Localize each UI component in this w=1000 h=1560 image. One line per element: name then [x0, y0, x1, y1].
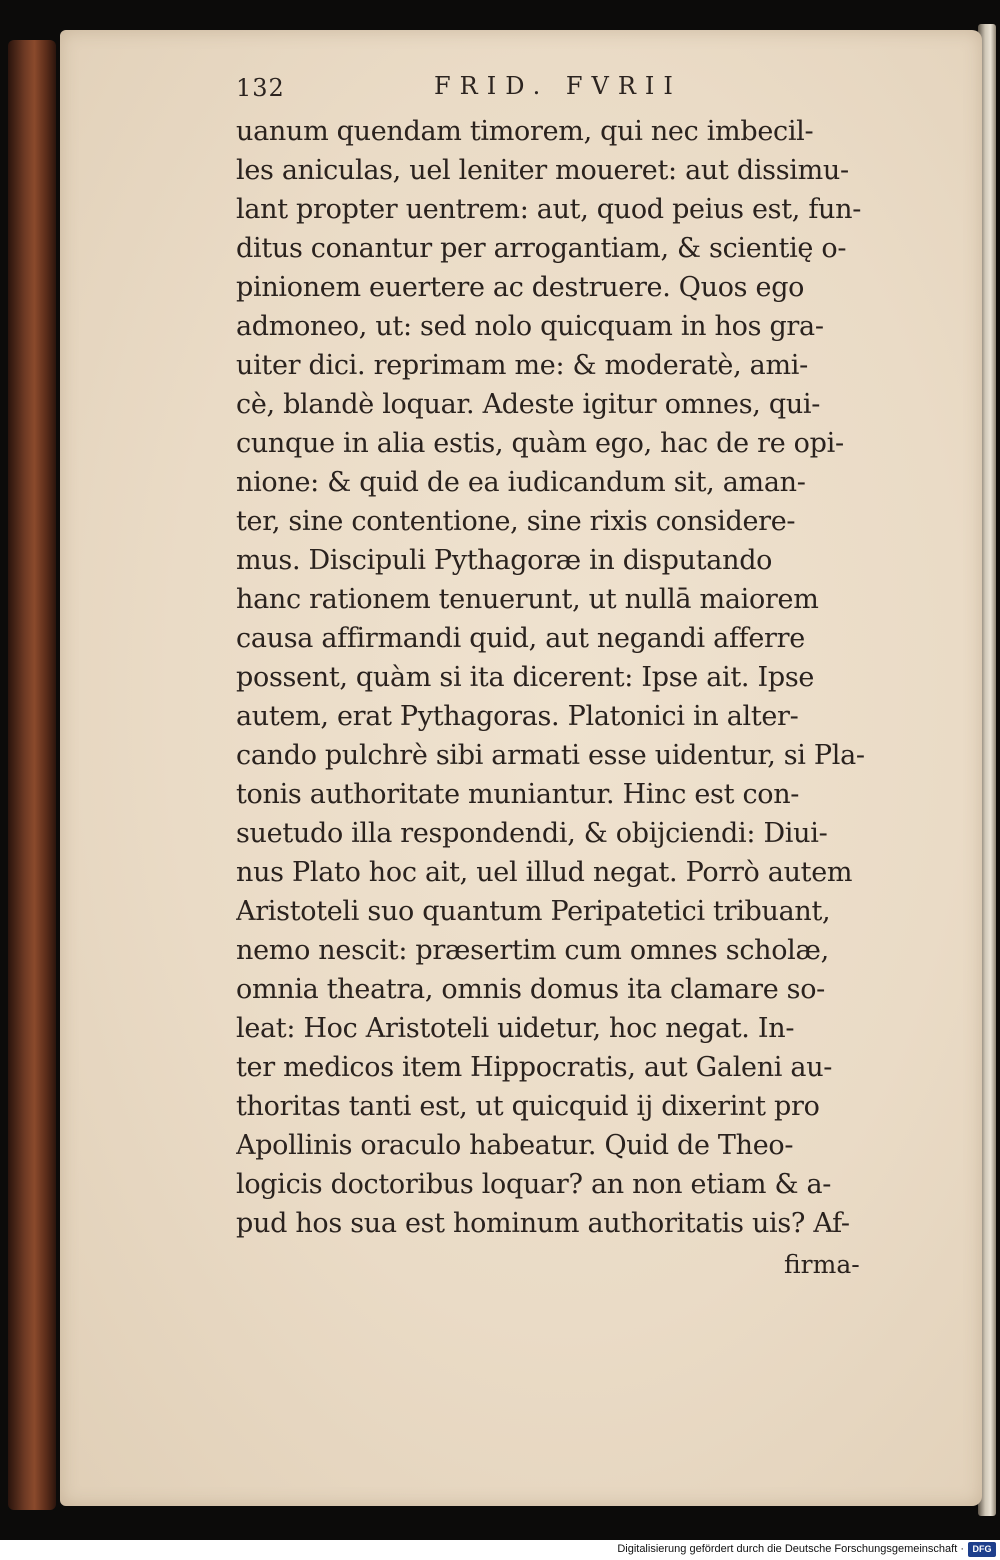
text-line: autem, erat Pythagoras. Platonici in alter- — [236, 701, 799, 732]
text-line: tonis authoritate muniantur. Hinc est con- — [236, 779, 800, 810]
text-line: admoneo, ut: sed nolo quicquam in hos gra- — [236, 311, 824, 342]
text-line: uanum quendam timorem, qui nec imbecil- — [236, 116, 814, 147]
text-line: nus Plato hoc ait, uel illud negat. Porrò autem — [236, 857, 853, 888]
text-line: nione: & quid de ea iudicandum sit, aman- — [236, 467, 806, 498]
text-line: mus. Discipuli Pythagoræ in disputando — [236, 545, 773, 576]
text-line: thoritas tanti est, ut quicquid ij dixerint pro — [236, 1091, 820, 1122]
text-line: possent, quàm si ita dicerent: Ipse ait. Ipse — [236, 662, 815, 693]
text-line: uiter dici. reprimam me: & moderatè, ami- — [236, 350, 808, 381]
text-line: causa affirmandi quid, aut negandi afferre — [236, 623, 805, 654]
page-header — [236, 72, 876, 112]
text-line: pud hos sua est hominum authoritatis uis? Af- — [236, 1208, 850, 1239]
text-line: ditus conantur per arrogantiam, & scientię o- — [236, 233, 847, 264]
dfg-logo-icon: DFG — [968, 1542, 996, 1557]
running-title: FRID. FVRII — [434, 72, 682, 100]
text-line: ter, sine contentione, sine rixis considere- — [236, 506, 796, 537]
text-line: pinionem euertere ac destruere. Quos ego — [236, 272, 805, 303]
book-binding-edge — [8, 40, 56, 1510]
text-line: leat: Hoc Aristoteli uidetur, hoc negat. In- — [236, 1013, 795, 1044]
text-line: les aniculas, uel leniter moueret: aut dissimu- — [236, 155, 849, 186]
body-text — [236, 112, 886, 1243]
text-line: logicis doctoribus loquar? an non etiam & a- — [236, 1169, 832, 1200]
funding-credit: Digitalisierung gefördert durch die Deutsche Forschungsgemeinschaft · — [617, 1543, 964, 1555]
text-line: hanc rationem tenuerunt, ut nullā maiorem — [236, 584, 819, 615]
catchword: firma- — [784, 1250, 860, 1279]
footer-bar — [0, 1540, 1000, 1560]
text-line: nemo nescit: præsertim cum omnes scholæ, — [236, 935, 829, 966]
text-line: omnia theatra, omnis domus ita clamare so- — [236, 974, 826, 1005]
text-line: Aristoteli suo quantum Peripatetici tribuant, — [236, 896, 831, 927]
text-line: Apollinis oraculo habeatur. Quid de Theo- — [236, 1130, 794, 1161]
text-line: cè, blandè loquar. Adeste igitur omnes, qui- — [236, 389, 821, 420]
text-line: lant propter uentrem: aut, quod peius est, fun- — [236, 194, 862, 225]
page-number: 132 — [236, 74, 285, 102]
text-line: suetudo illa respondendi, & obijciendi: Diui- — [236, 818, 828, 849]
text-line: cando pulchrè sibi armati esse uidentur, si Pla- — [236, 740, 865, 771]
text-line: ter medicos item Hippocratis, aut Galeni au- — [236, 1052, 833, 1083]
text-line: cunque in alia estis, quàm ego, hac de re opi- — [236, 428, 844, 459]
